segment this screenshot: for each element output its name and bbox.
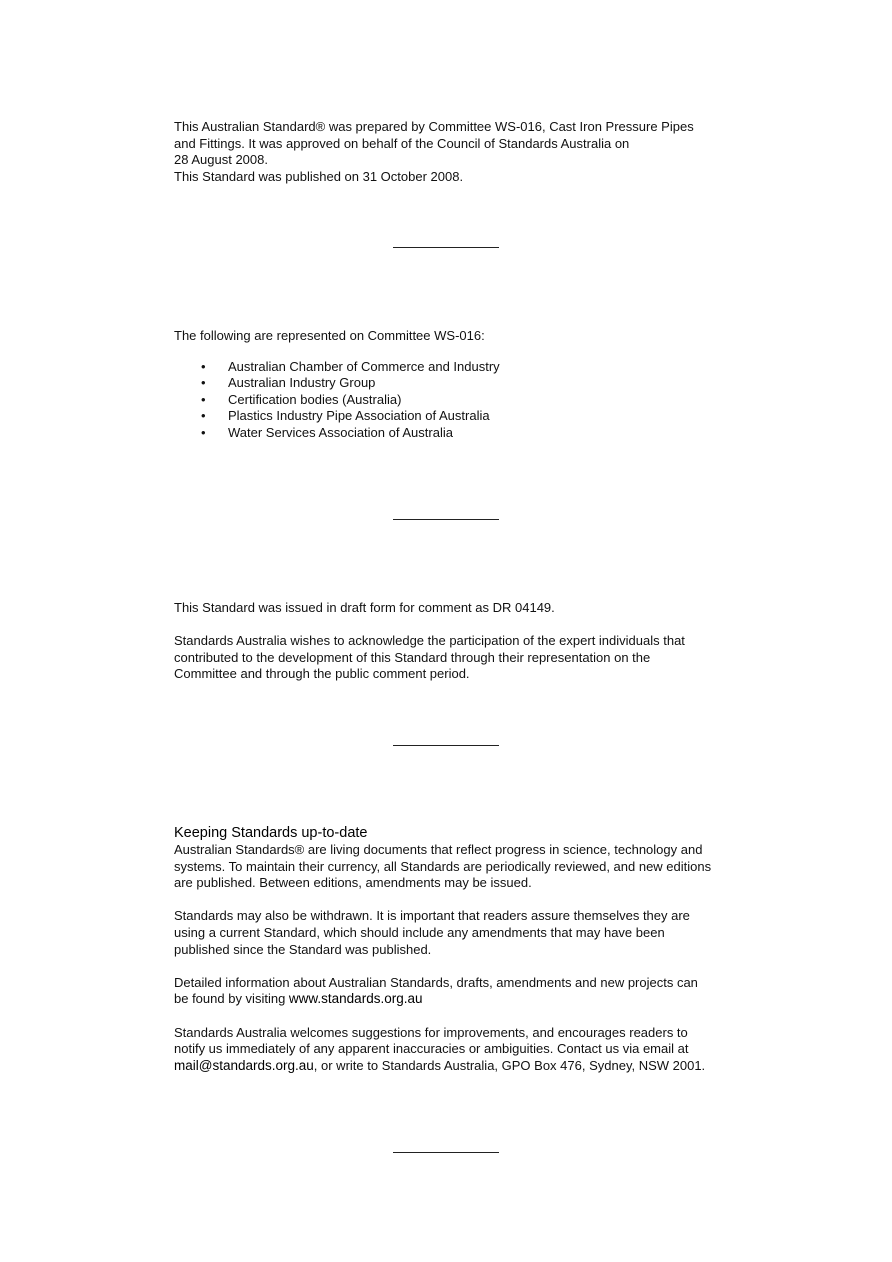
preparation-notice <box>174 119 734 185</box>
approval-date: 28 August 2008. <box>174 152 268 168</box>
draft-notice <box>174 600 734 683</box>
bullet-icon: • <box>201 391 206 407</box>
paragraph-line: Detailed information about Australian Standards, drafts, amendments and new projects can <box>174 974 698 990</box>
publication-date: This Standard was published on 31 October 2008. <box>174 168 464 184</box>
committee-representation <box>174 328 734 442</box>
paragraph-line: are published. Between editions, amendments may be issued. <box>174 875 532 891</box>
paragraph-line: mail@standards.org.au, or write to Standards Australia, GPO Box 476, Sydney, NSW 2001. <box>174 1057 706 1073</box>
bullet-icon: • <box>201 424 206 440</box>
section-divider-1 <box>393 247 499 248</box>
draft-issued-text: This Standard was issued in draft form for comment as DR 04149. <box>174 600 555 615</box>
website-link[interactable]: www.standards.org.au <box>288 991 423 1007</box>
list-item: • Water Services Association of Australia <box>201 424 453 440</box>
paragraph-line: systems. To maintain their currency, all Standards are periodically reviewed, and new editions <box>174 858 712 874</box>
list-item: • Australian Industry Group <box>201 375 376 391</box>
list-item: • Certification bodies (Australia) <box>201 391 402 407</box>
committee-member-list <box>174 359 734 442</box>
paragraph-line: using a current Standard, which should include any amendments that may have been <box>174 924 665 940</box>
committee-intro: The following are represented on Committee WS-016: <box>174 328 485 343</box>
paragraph-line: Standards may also be withdrawn. It is important that readers assure themselves they are <box>174 908 690 924</box>
preparation-line-2: and Fittings. It was approved on behalf of the Council of Standards Australia on <box>174 135 630 151</box>
bullet-icon: • <box>201 375 206 391</box>
acknowledgement-line-2: contributed to the development of this Standard through their representation on the <box>174 649 651 665</box>
section-divider-3 <box>393 745 499 746</box>
paragraph-line: be found by visiting www.standards.org.au <box>174 991 423 1007</box>
paragraph-line: Australian Standards® are living documents that reflect progress in science, technology and <box>174 842 703 857</box>
email-link[interactable]: mail@standards.org.au <box>174 1057 314 1073</box>
list-item: • Plastics Industry Pipe Association of Australia <box>201 408 490 424</box>
section-divider-2 <box>393 519 499 520</box>
list-item: • Australian Chamber of Commerce and Industry <box>201 358 500 374</box>
paragraph-line: notify us immediately of any apparent inaccuracies or ambiguities. Contact us via email at <box>174 1041 689 1057</box>
preparation-line-1: This Australian Standard® was prepared by Committee WS-016, Cast Iron Pressure Pipes <box>174 119 694 134</box>
paragraph-line: Standards Australia welcomes suggestions for improvements, and encourages readers to <box>174 1024 688 1040</box>
section-divider-4 <box>393 1152 499 1153</box>
bullet-icon: • <box>201 358 206 374</box>
keeping-standards-section <box>174 825 734 1074</box>
bullet-icon: • <box>201 408 206 424</box>
section-heading: Keeping Standards up-to-date <box>174 825 368 841</box>
paragraph-line: published since the Standard was published. <box>174 941 432 957</box>
acknowledgement-line-1: Standards Australia wishes to acknowledge the participation of the expert individuals that <box>174 633 685 649</box>
acknowledgement-line-3: Committee and through the public comment period. <box>174 666 470 682</box>
